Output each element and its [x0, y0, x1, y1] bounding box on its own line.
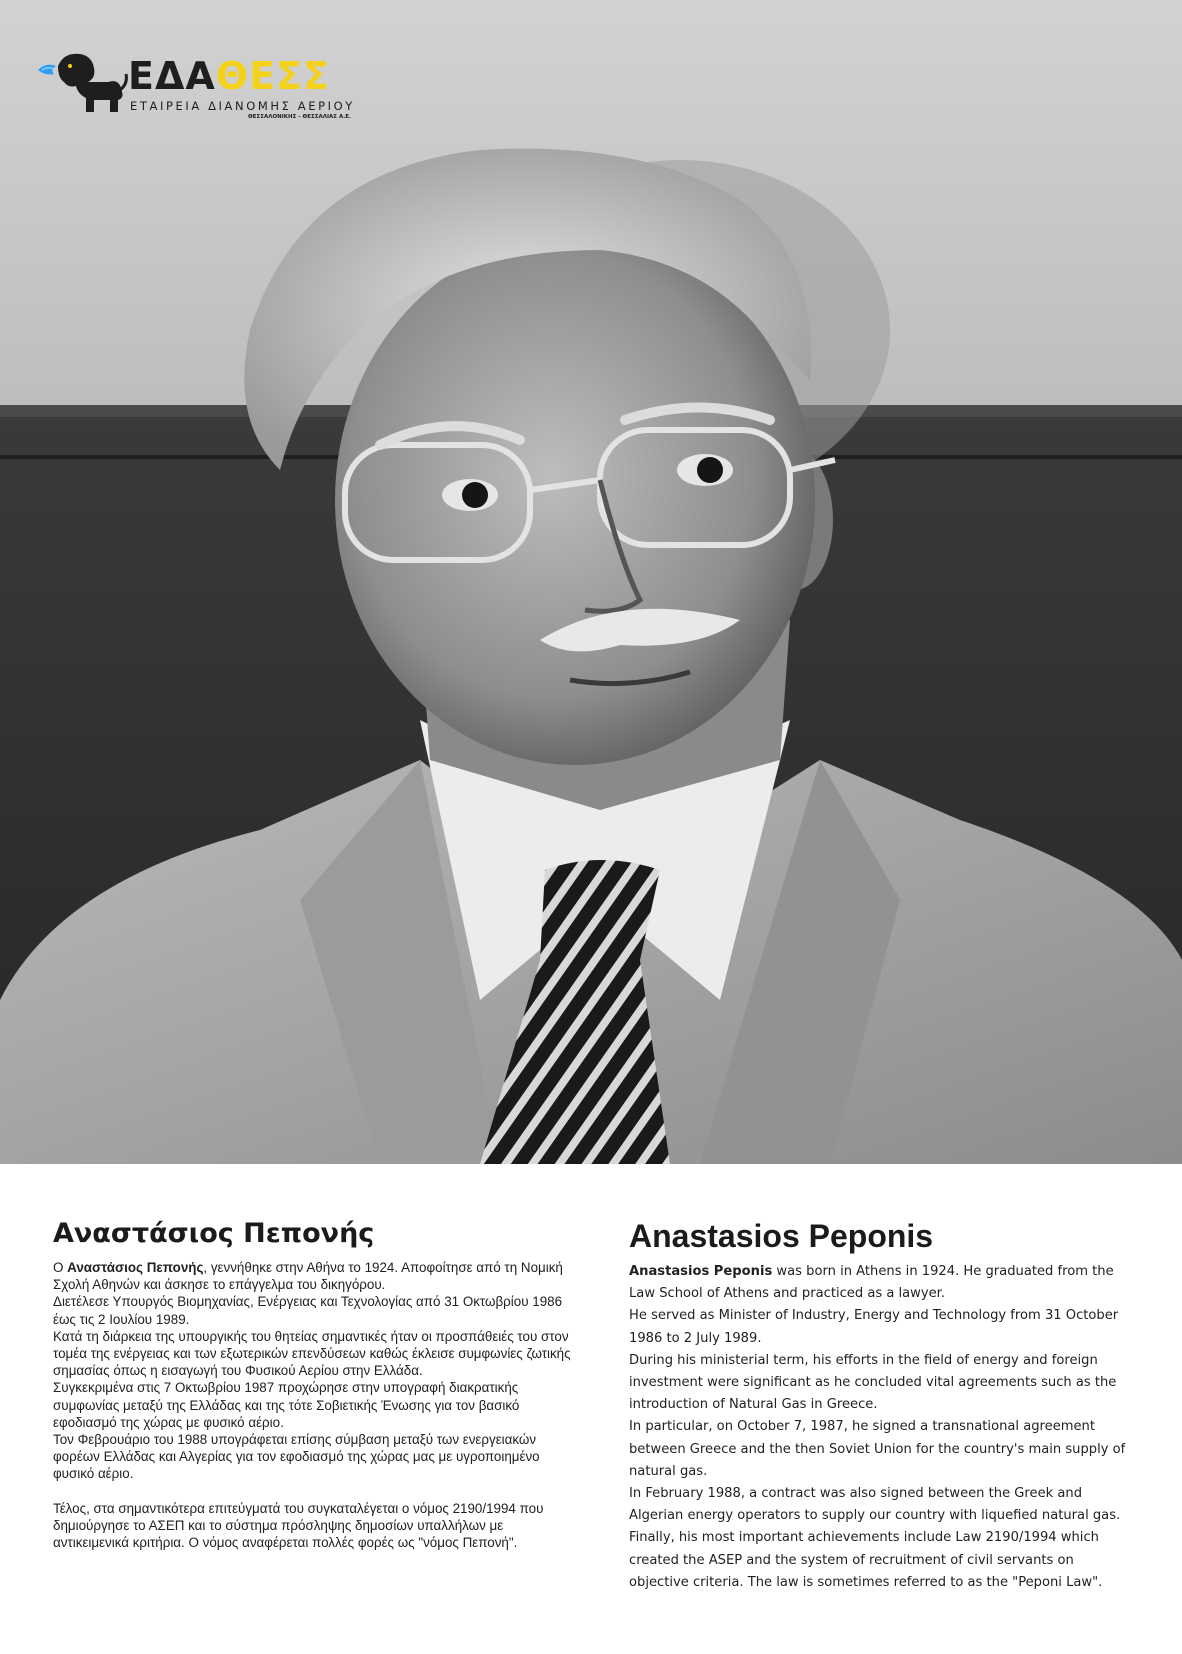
english-paragraph-4: In particular, on October 7, 1987, he signed a transnational agreement between Greece and the then Soviet Union for the country's main supply of natural gas. — [629, 1419, 1126, 1479]
greek-paragraph-5: Τον Φεβρουάριο του 1988 υπογράφεται επίσης σύμβαση μεταξύ των ενεργειακών φορέων Ελλάδας και Αλγερίας για τον εφοδιασμό της χώρας μας με υγροποιημένο φυσικό αέριο. — [53, 1432, 540, 1482]
english-title: Anastasios Peponis — [629, 1218, 934, 1254]
greek-p1-post: , γεννήθηκε στην Αθήνα το 1924. Αποφοίτησε από τη Νομική Σχολή Αθηνών και άσκησε το επάγγελμα του δικηγόρου. — [53, 1260, 563, 1293]
greek-p1-name: Αναστάσιος Πεπονής — [67, 1260, 204, 1275]
english-p1-name: Anastasios Peponis — [629, 1264, 773, 1279]
greek-paragraph-2: Διετέλεσε Υπουργός Βιομηχανίας, Ενέργειας και Τεχνολογίας από 31 Οκτωβρίου 1986 έως τις 2 Ιουλίου 1989. — [53, 1294, 563, 1327]
logo-subsubtitle: ΘΕΣΣΑΛΟΝΙΚΗΣ - ΘΕΣΣΑΛΙΑΣ Α.Ε. — [248, 114, 352, 120]
logo-brand-dark: ΕΔΑ — [128, 54, 216, 98]
company-logo[interactable] — [36, 48, 355, 122]
lion-flame-icon — [36, 48, 128, 114]
english-paragraph-3: During his ministerial term, his efforts in the field of energy and foreign investment were significant as he concluded vital agreements such as the introduction of Natural Gas in Greece. — [629, 1352, 1117, 1413]
english-paragraph-1 — [629, 1261, 1129, 1305]
greek-paragraph-6: Τέλος, στα σημαντικότερα επιτεύγματά του συγκαταλέγεται ο νόμος 2190/1994 που δημιούργησε το ΑΣΕΠ και το σύστημα πρόσληψης δημοσίων υπαλλήλων με αντικειμενικά κριτήρια. Ο νόμος αναφέρεται πολλές φορές ως "νόμος Πεπονή". — [53, 1500, 544, 1551]
english-paragraph-2: He served as Minister of Industry, Energy and Technology from 31 October 1986 to 2 July 1989. — [629, 1308, 1119, 1346]
greek-paragraph-4: Συγκεκριμένα στις 7 Οκτωβρίου 1987 προχώρησε στην υπογραφή διακρατικής συμφωνίας μεταξύ της Ελλάδας και της τότε Σοβιετικής Ένωσης για τον βασικό εφοδιασμό της χώρας με φυσικό αέριο. — [53, 1380, 520, 1430]
greek-body — [53, 1259, 573, 1551]
greek-column — [53, 1217, 573, 1551]
english-paragraph-5: In February 1988, a contract was also signed between the Greek and Algerian energy operators to supply our country with liquefied natural gas. — [629, 1486, 1121, 1524]
paragraph-gap — [53, 1483, 573, 1500]
english-p1-post: was born in Athens in 1924. He graduated from the Law School of Athens and practiced as a lawyer. — [629, 1264, 1114, 1302]
english-column — [629, 1217, 1129, 1594]
greek-title: Αναστάσιος Πεπονής — [53, 1218, 375, 1249]
logo-brand-yellow: ΘΕΣΣ — [215, 54, 330, 98]
logo-subtitle: ΕΤΑΙΡΕΙΑ ΔΙΑΝΟΜΗΣ ΑΕΡΙΟΥ — [130, 99, 355, 113]
greek-paragraph-3: Κατά τη διάρκεια της υπουργικής του θητείας σημαντικές ήταν οι προσπάθειές του στον τομέα της ενέργειας και των εξωτερικών επενδύσεων καθώς έκλεισε συμφωνίες ζωτικής σημασίας όπως η εισαγωγή του Φυσικού Αερίου στην Ελλάδα. — [53, 1328, 571, 1379]
greek-p1-pre: Ο — [53, 1260, 68, 1275]
english-body — [629, 1261, 1129, 1594]
greek-paragraph-1 — [53, 1259, 573, 1293]
english-paragraph-6: Finally, his most important achievements include Law 2190/1994 which created the ASEP and the system of recruitment of civil servants on objective criteria. The law is sometimes referred to as the "Peponi Law". — [629, 1530, 1103, 1590]
logo-wordmark — [128, 56, 330, 96]
